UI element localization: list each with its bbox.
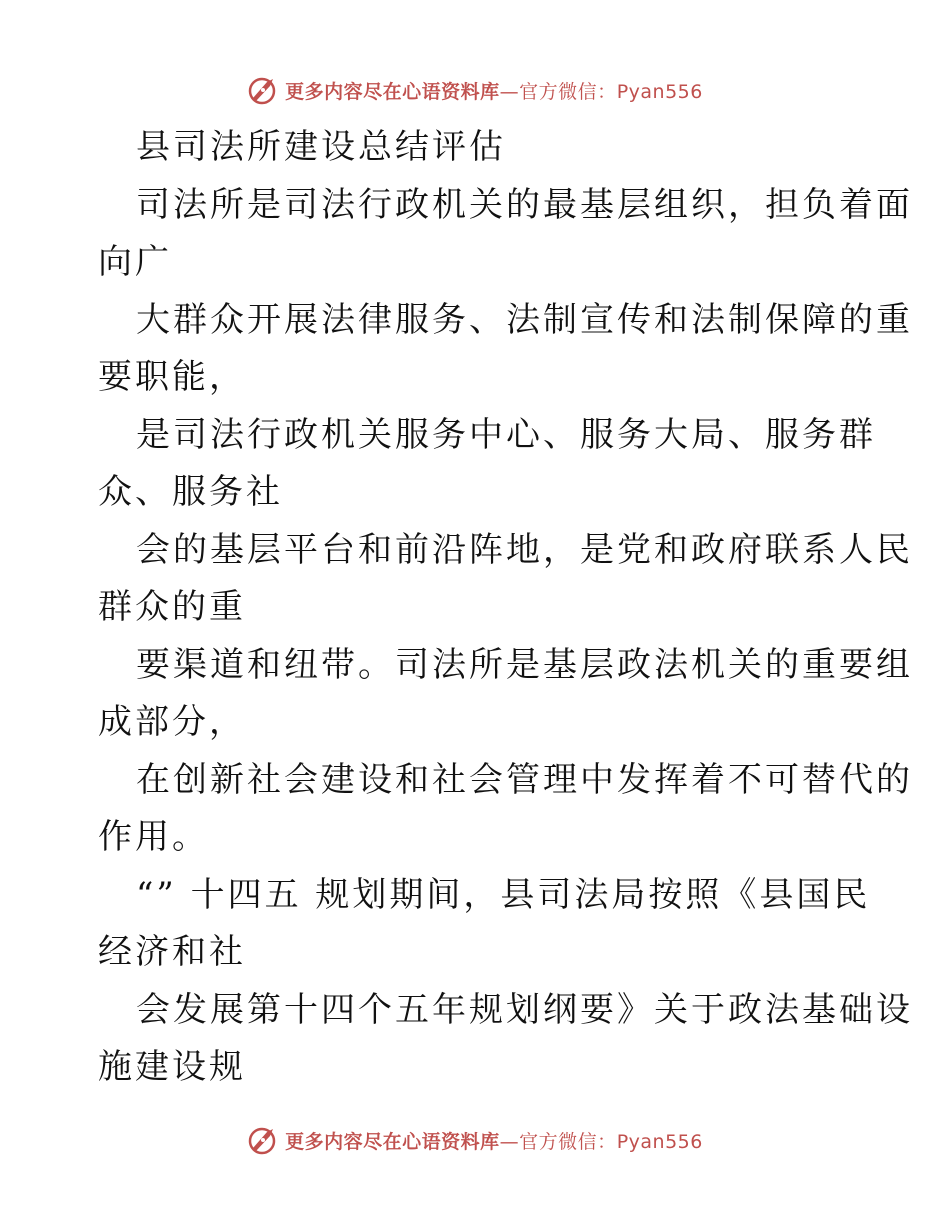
document-body (98, 119, 913, 1097)
paragraph-line: 大群众开展法律服务、法制宣传和法制保障的重 (136, 299, 913, 340)
paragraph-line: 群众的重 (98, 587, 246, 627)
pen-nib-circle-icon (247, 1124, 279, 1156)
footer-watermark (0, 1120, 950, 1160)
paragraph-line: 作用。 (98, 817, 209, 857)
watermark-text (285, 1127, 703, 1154)
paragraph-line: 会的基层平台和前沿阵地，是党和政府联系人民 (136, 529, 913, 570)
paragraph-line: 成部分， (98, 702, 246, 742)
paragraph-line: “” 十四五 规划期间，县司法局按照《县国民 (136, 874, 871, 915)
paragraph-line: 是司法行政机关服务中心、服务大局、服务群 (136, 414, 876, 455)
pen-nib-circle-icon (247, 74, 279, 106)
paragraph-line: 司法所是司法行政机关的最基层组织，担负着面 (136, 184, 913, 225)
document-title: 县司法所建设总结评估 (136, 127, 506, 167)
header-watermark (0, 70, 950, 110)
paragraph-line: 要渠道和纽带。司法所是基层政法机关的重要组 (136, 644, 913, 685)
paragraph-line: 在创新社会建设和社会管理中发挥着不可替代的 (136, 759, 913, 800)
watermark-brand: 更多内容尽在心语资料库 (285, 1130, 500, 1153)
watermark-wechat-id: Pyan556 (616, 1130, 703, 1153)
watermark-official: 官方微信： (519, 1130, 617, 1153)
watermark-text (285, 77, 703, 104)
watermark-separator: — (499, 80, 520, 103)
paragraph-line: 施建设规 (98, 1047, 246, 1087)
watermark-brand: 更多内容尽在心语资料库 (285, 80, 500, 103)
paragraph-line: 众、服务社 (98, 472, 283, 512)
paragraph-line: 向广 (98, 242, 172, 282)
paragraph-line: 会发展第十四个五年规划纲要》关于政法基础设 (136, 989, 913, 1030)
watermark-official: 官方微信： (519, 80, 617, 103)
watermark-wechat-id: Pyan556 (616, 80, 703, 103)
paragraph-line: 经济和社 (98, 932, 246, 972)
paragraph-line: 要职能， (98, 357, 246, 397)
watermark-separator: — (499, 1130, 520, 1153)
